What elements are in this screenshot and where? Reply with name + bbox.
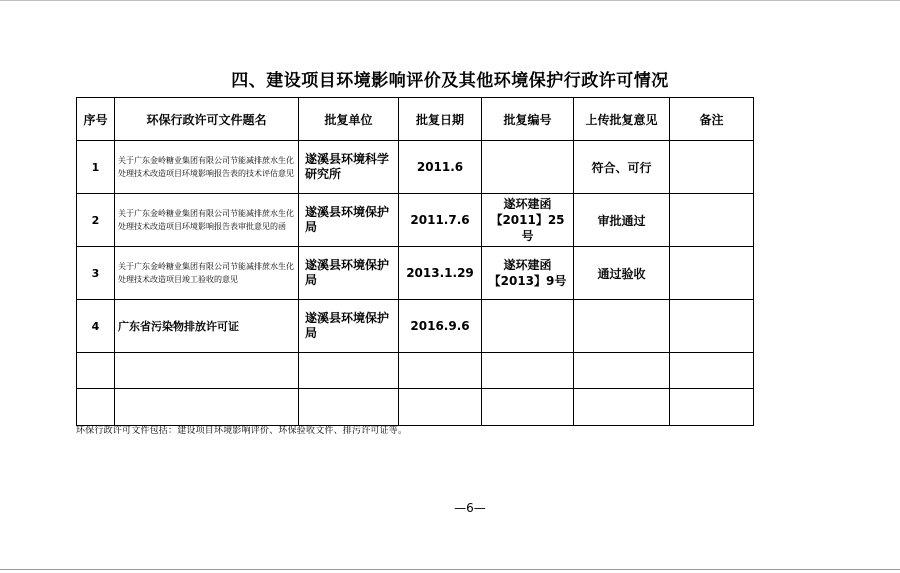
row-remark bbox=[670, 300, 754, 353]
row-seq: 2 bbox=[77, 194, 115, 247]
table-row-empty bbox=[77, 389, 754, 426]
header-remark: 备注 bbox=[670, 98, 754, 141]
empty-cell bbox=[115, 353, 299, 389]
empty-cell bbox=[77, 389, 115, 426]
row-approval-unit: 遂溪县环境保护局 bbox=[299, 247, 399, 300]
empty-cell bbox=[399, 389, 482, 426]
row-approval-number bbox=[482, 300, 574, 353]
permits-table bbox=[76, 97, 754, 426]
row-approval-number: 遂环建函【2013】9号 bbox=[482, 247, 574, 300]
bottom-border-line bbox=[0, 569, 900, 570]
header-opinion: 上传批复意见 bbox=[574, 98, 670, 141]
row-approval-unit: 遂溪县环境保护局 bbox=[299, 194, 399, 247]
row-permit-name: 广东省污染物排放许可证 bbox=[115, 300, 299, 353]
empty-cell bbox=[482, 389, 574, 426]
empty-cell bbox=[77, 353, 115, 389]
table-row bbox=[77, 194, 754, 247]
empty-cell bbox=[670, 353, 754, 389]
row-approval-unit: 遂溪县环境保护局 bbox=[299, 300, 399, 353]
top-border-line bbox=[0, 0, 900, 1]
header-approval-date: 批复日期 bbox=[399, 98, 482, 141]
row-permit-name: 关于广东金岭糖业集团有限公司节能减排蔗水生化处理技术改造项目环境影响报告表的技术评估意见 bbox=[115, 141, 299, 194]
empty-cell bbox=[670, 389, 754, 426]
row-permit-name: 关于广东金岭糖业集团有限公司节能减排蔗水生化处理技术改造项目竣工验收的意见 bbox=[115, 247, 299, 300]
row-opinion: 通过验收 bbox=[574, 247, 670, 300]
empty-cell bbox=[574, 353, 670, 389]
row-opinion: 符合、可行 bbox=[574, 141, 670, 194]
header-permit-name: 环保行政许可文件题名 bbox=[115, 98, 299, 141]
table-row bbox=[77, 300, 754, 353]
row-permit-name: 关于广东金岭糖业集团有限公司节能减排蔗水生化处理技术改造项目环境影响报告表审批意见的函 bbox=[115, 194, 299, 247]
empty-cell bbox=[299, 389, 399, 426]
empty-cell bbox=[482, 353, 574, 389]
row-approval-date: 2011.6 bbox=[399, 141, 482, 194]
row-remark bbox=[670, 141, 754, 194]
empty-cell bbox=[115, 389, 299, 426]
row-approval-unit: 遂溪县环境科学研究所 bbox=[299, 141, 399, 194]
table-row bbox=[77, 247, 754, 300]
footnote: 环保行政许可文件包括：建设项目环境影响评价、环保验收文件、排污许可证等。 bbox=[76, 426, 408, 436]
row-opinion bbox=[574, 300, 670, 353]
header-approval-number: 批复编号 bbox=[482, 98, 574, 141]
row-remark bbox=[670, 247, 754, 300]
empty-cell bbox=[399, 353, 482, 389]
row-seq: 3 bbox=[77, 247, 115, 300]
table-header-row bbox=[77, 98, 754, 141]
header-approval-unit: 批复单位 bbox=[299, 98, 399, 141]
row-remark bbox=[670, 194, 754, 247]
table-row bbox=[77, 141, 754, 194]
header-seq: 序号 bbox=[77, 98, 115, 141]
row-approval-date: 2013.1.29 bbox=[399, 247, 482, 300]
table-row-empty bbox=[77, 353, 754, 389]
row-approval-date: 2011.7.6 bbox=[399, 194, 482, 247]
row-approval-date: 2016.9.6 bbox=[399, 300, 482, 353]
row-seq: 1 bbox=[77, 141, 115, 194]
empty-cell bbox=[299, 353, 399, 389]
row-opinion: 审批通过 bbox=[574, 194, 670, 247]
row-seq: 4 bbox=[77, 300, 115, 353]
row-approval-number bbox=[482, 141, 574, 194]
empty-cell bbox=[574, 389, 670, 426]
page-number: —6— bbox=[454, 501, 486, 515]
row-approval-number: 遂环建函【2011】25号 bbox=[482, 194, 574, 247]
section-title: 四、建设项目环境影响评价及其他环境保护行政许可情况 bbox=[231, 71, 669, 91]
